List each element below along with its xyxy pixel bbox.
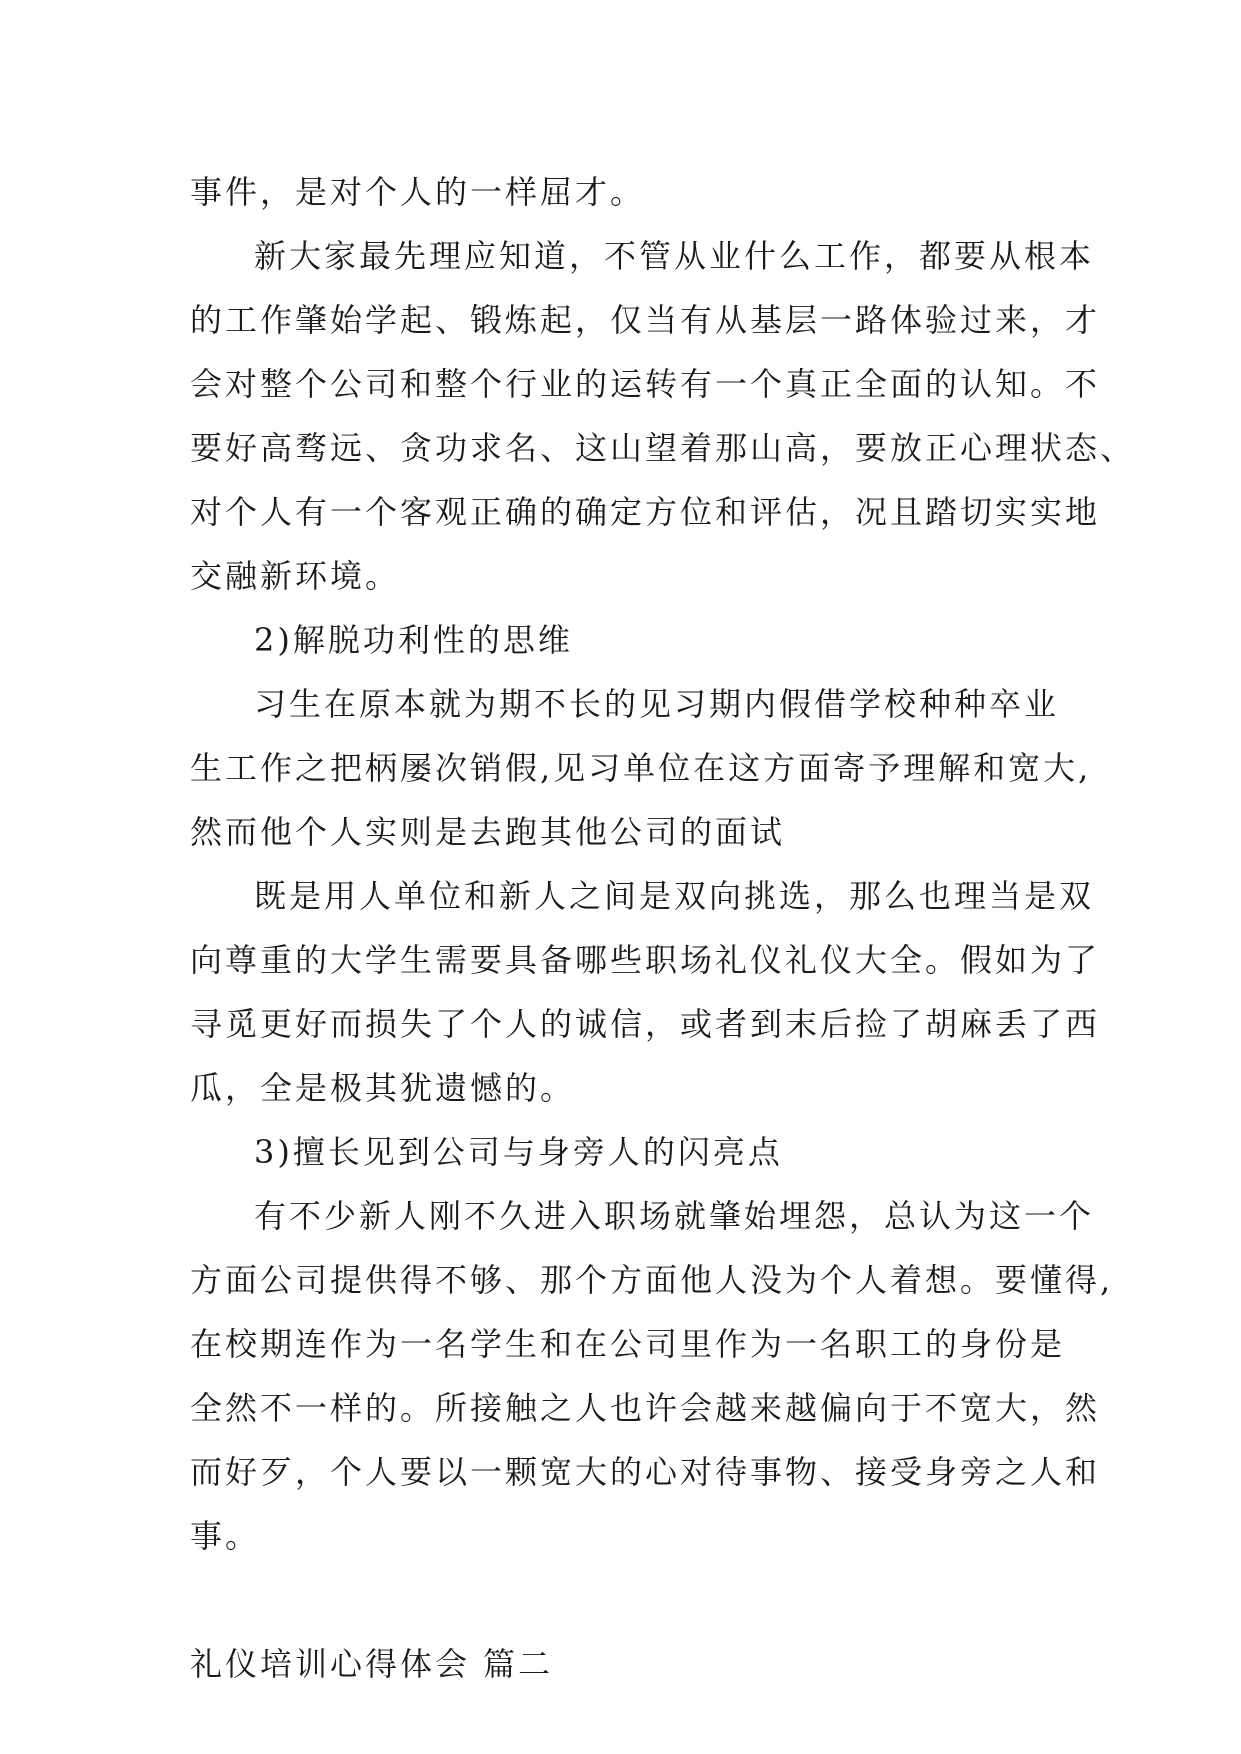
document-body — [190, 160, 1136, 1696]
paragraph-line: 在校期连作为一名学生和在公司里作为一名职工的身份是 — [190, 1325, 1066, 1363]
paragraph-line: 习生在原本就为期不长的见习期内假借学校种种卒业 — [254, 685, 1060, 723]
paragraph-line: 交融新环境。 — [190, 557, 401, 595]
spacer — [190, 1568, 1050, 1632]
paragraph-line: 然而他个人实则是去跑其他公司的面试 — [190, 813, 786, 851]
paragraph-line: 既是用人单位和新人之间是双向挑选，那么也理当是双 — [254, 877, 1095, 915]
paragraph-line: 方面公司提供得不够、那个方面他人没为个人着想。要懂得, — [190, 1261, 1114, 1299]
list-heading: 3)擅长见到公司与身旁人的闪亮点 — [254, 1133, 783, 1171]
paragraph-line: 对个人有一个客观正确的确定方位和评估，况且踏切实实地 — [190, 493, 1101, 531]
paragraph-line: 而好歹，个人要以一颗宽大的心对待事物、接受身旁之人和 — [190, 1453, 1101, 1491]
section-title: 礼仪培训心得体会 篇二 — [190, 1645, 554, 1683]
paragraph-line: 有不少新人刚不久进入职场就肇始埋怨，总认为这一个 — [254, 1197, 1095, 1235]
list-heading: 2)解脱功利性的思维 — [254, 621, 573, 659]
paragraph-line: 会对整个公司和整个行业的运转有一个真正全面的认知。不 — [190, 365, 1101, 403]
paragraph-line: 事。 — [190, 1517, 261, 1555]
paragraph-line: 向尊重的大学生需要具备哪些职场礼仪礼仪大全。假如为了 — [190, 941, 1101, 979]
paragraph-line: 事件，是对个人的一样屈才。 — [190, 173, 646, 211]
paragraph-line: 新大家最先理应知道，不管从业什么工作，都要从根本 — [254, 237, 1095, 275]
paragraph-line: 全然不一样的。所接触之人也许会越来越偏向于不宽大，然 — [190, 1389, 1101, 1427]
paragraph-line: 寻觅更好而损失了个人的诚信，或者到末后捡了胡麻丢了西 — [190, 1005, 1101, 1043]
paragraph-line: 生工作之把柄屡次销假,见习单位在这方面寄予理解和宽大, — [190, 749, 1092, 787]
paragraph-line: 瓜，全是极其犹遗憾的。 — [190, 1069, 576, 1107]
paragraph-line: 要好高骛远、贪功求名、这山望着那山高，要放正心理状态、 — [190, 429, 1136, 467]
paragraph-line: 的工作肇始学起、锻炼起，仅当有从基层一路体验过来，才 — [190, 301, 1101, 339]
